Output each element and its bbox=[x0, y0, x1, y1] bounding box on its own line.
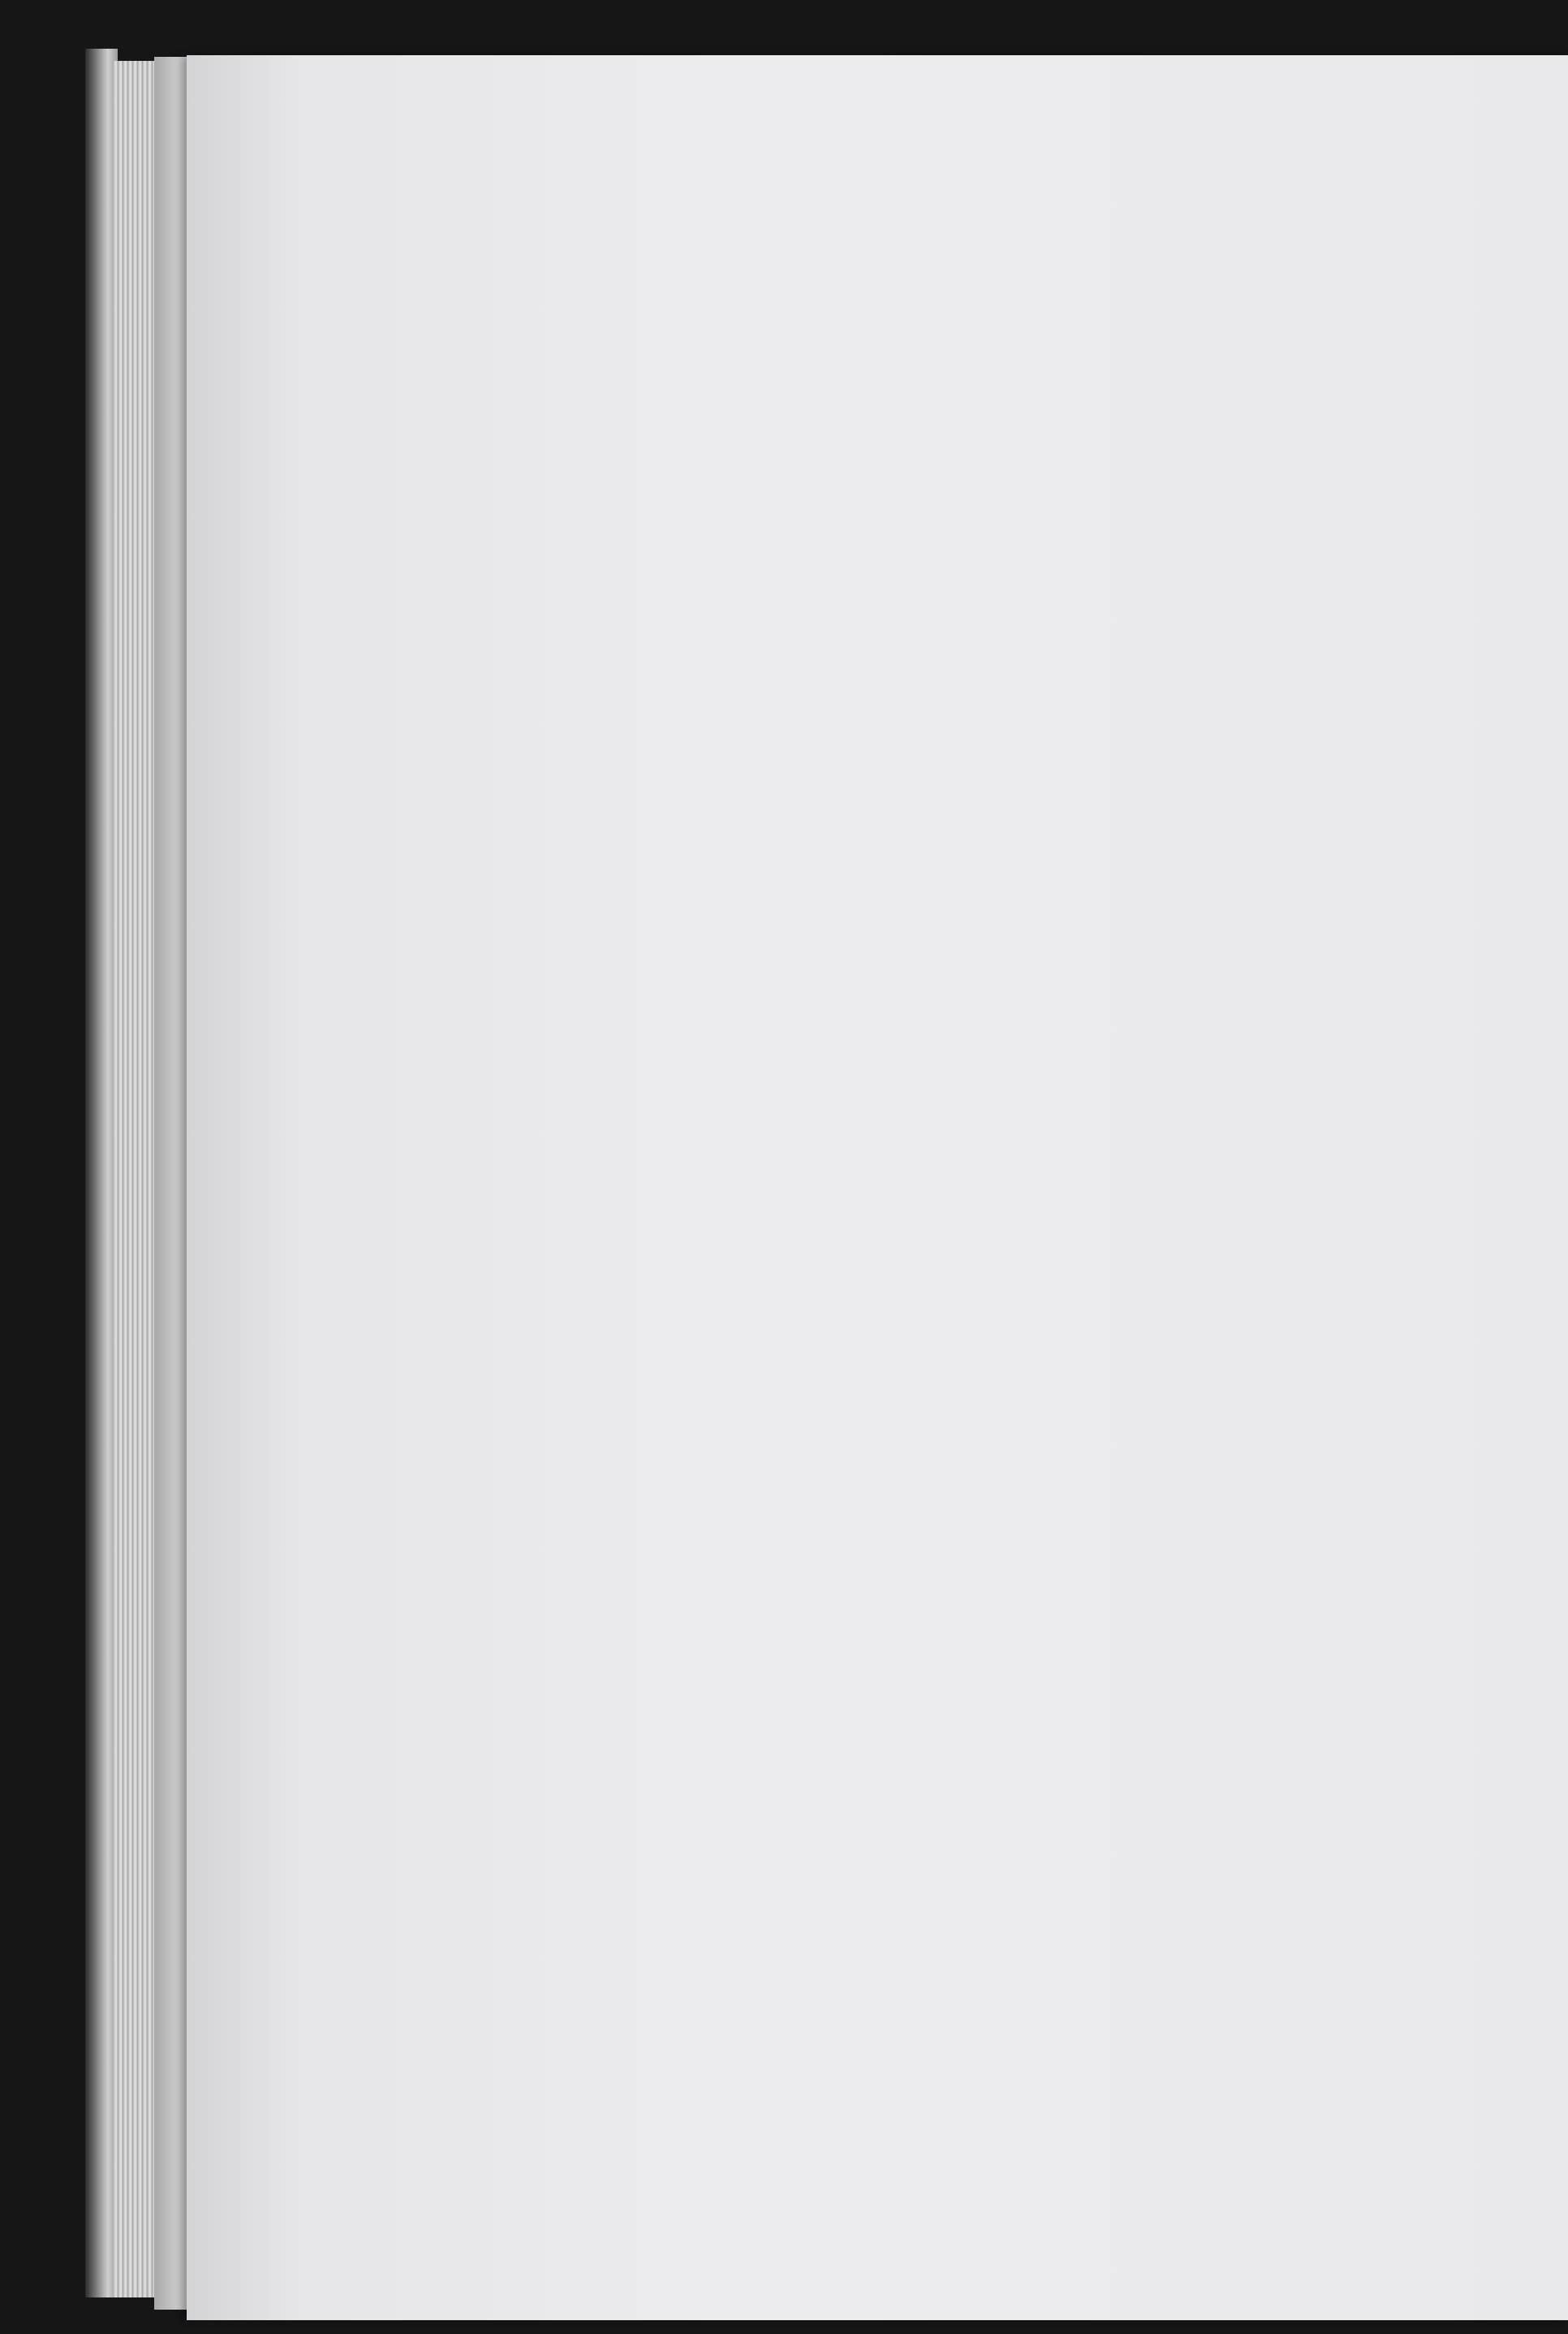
printed-page bbox=[187, 55, 1568, 2320]
page-stack-edge bbox=[114, 61, 158, 2297]
book-fore-edge bbox=[85, 49, 118, 2297]
